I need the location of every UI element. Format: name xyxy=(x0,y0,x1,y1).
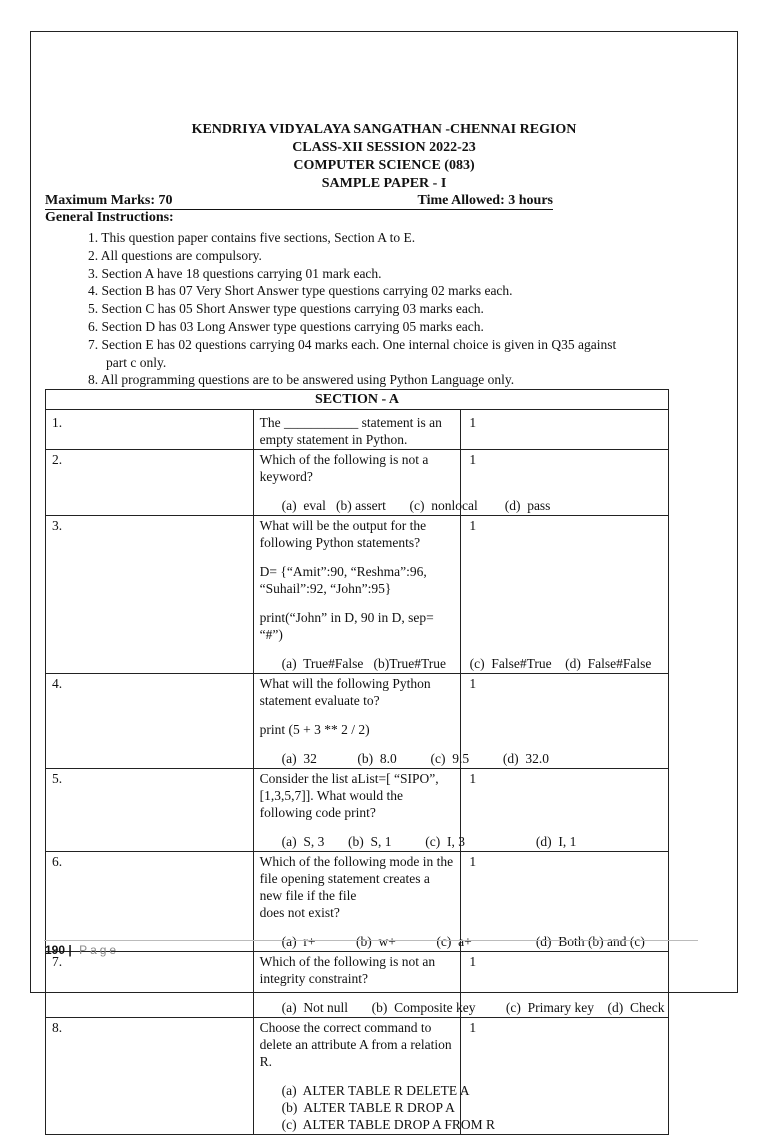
footer-divider xyxy=(44,940,698,941)
question-code-line: print(“John” in D, 90 in D, sep= “#”) xyxy=(259,610,434,642)
question-options: (a) S, 3 (b) S, 1 (c) I, 3 (d) I, 1 xyxy=(281,834,577,849)
question-text: Consider the list aList=[ “SIPO”, [1,3,5,7]]. What would the following code print? xyxy=(259,771,439,820)
question-mark: 1 xyxy=(461,516,669,674)
marks-time-row xyxy=(45,192,553,210)
question-options: (a) r+ (b) w+ (c) a+ (d) Both (b) and (c) xyxy=(281,934,645,949)
instructions-heading: General Instructions: xyxy=(45,210,174,225)
instruction-item: 4. Section B has 07 Very Short Answer type questions carrying 02 marks each. xyxy=(88,283,513,299)
question-mark: 1 xyxy=(461,450,669,516)
question-body xyxy=(253,674,549,769)
maximum-marks: Maximum Marks: 70 xyxy=(45,193,173,208)
page-footer xyxy=(45,942,119,958)
question-mark: 1 xyxy=(461,674,669,769)
spacer xyxy=(260,709,455,721)
question-row xyxy=(46,952,669,1018)
question-number: 6. xyxy=(46,852,254,952)
instruction-item: 6. Section D has 03 Long Answer type questions carrying 05 marks each. xyxy=(88,318,484,334)
school-title: KENDRIYA VIDYALAYA SANGATHAN -CHENNAI REGION xyxy=(191,122,577,137)
page-number: 190 xyxy=(45,943,66,957)
instruction-item: 3. Section A have 18 questions carrying 01 mark each. xyxy=(88,265,382,281)
question-options: (a) Not null (b) Composite key (c) Primary key (d) Check xyxy=(281,1000,665,1015)
question-row xyxy=(46,852,669,952)
instructions-list xyxy=(88,229,688,389)
question-text: The ___________ statement is an empty statement in Python. xyxy=(253,410,461,450)
question-mark: 1 xyxy=(461,952,669,1018)
instruction-item: 2. All questions are compulsory. xyxy=(88,247,262,263)
question-body xyxy=(253,952,665,1018)
question-row xyxy=(46,410,669,450)
page-label: Page xyxy=(79,943,120,957)
spacer xyxy=(260,1070,455,1082)
instruction-item-continued xyxy=(88,354,688,372)
question-options: (a) eval (b) assert (c) nonlocal (d) pass xyxy=(281,498,551,513)
footer-separator: | xyxy=(68,943,72,957)
question-number: 3. xyxy=(46,516,254,674)
instruction-item: 1. This question paper contains five sections, Section A to E. xyxy=(88,230,416,245)
question-text: Choose the correct command to delete an attribute A from a relation R. xyxy=(259,1020,452,1069)
session-title: CLASS-XII SESSION 2022-23 xyxy=(292,140,476,155)
question-mark: 1 xyxy=(461,852,669,952)
section-title: SECTION - A xyxy=(46,390,669,410)
spacer xyxy=(260,821,455,833)
question-body xyxy=(253,1018,495,1135)
question-row xyxy=(46,450,669,516)
question-options: (a) 32 (b) 8.0 (c) 9.5 (d) 32.0 xyxy=(281,751,549,766)
questions-table xyxy=(45,389,669,1135)
question-text: Which of the following is not an integrity constraint? xyxy=(259,954,436,986)
question-mark: 1 xyxy=(461,1018,669,1135)
subject-title: COMPUTER SCIENCE (083) xyxy=(293,158,475,173)
instruction-item: 5. Section C has 05 Short Answer type questions carrying 03 marks each. xyxy=(88,301,484,317)
instruction-continuation: part c only. xyxy=(106,354,167,370)
question-text: What will be the output for the following Python statements? xyxy=(259,518,427,550)
instruction-item: 8. All programming questions are to be answered using Python Language only. xyxy=(88,372,515,388)
question-row xyxy=(46,674,669,769)
question-number: 7. xyxy=(46,952,254,1018)
spacer xyxy=(260,485,455,497)
question-text: Which of the following mode in the file opening statement creates a new file if the file xyxy=(259,854,454,903)
question-body xyxy=(253,516,652,674)
question-row xyxy=(46,516,669,674)
paper-title: SAMPLE PAPER - I xyxy=(321,176,447,191)
question-text: What will the following Python statement evaluate to? xyxy=(259,676,431,708)
question-mark: 1 xyxy=(461,769,669,852)
question-option: (a) ALTER TABLE R DELETE A xyxy=(281,1083,470,1098)
spacer xyxy=(260,551,455,563)
spacer xyxy=(260,597,455,609)
question-text: Which of the following is not a keyword? xyxy=(259,452,429,484)
spacer xyxy=(260,921,455,933)
question-option: (b) ALTER TABLE R DROP A xyxy=(281,1100,455,1115)
question-body xyxy=(253,852,645,952)
section-header-row xyxy=(46,390,669,410)
question-body xyxy=(253,769,577,852)
question-number: 8. xyxy=(46,1018,254,1135)
question-number: 4. xyxy=(46,674,254,769)
question-option: (c) ALTER TABLE DROP A FROM R xyxy=(281,1117,495,1132)
instruction-item: 7. Section E has 02 questions carrying 04 marks each. One internal choice is given in Q35 against xyxy=(88,336,617,352)
spacer xyxy=(260,738,455,750)
question-row xyxy=(46,769,669,852)
question-number: 2. xyxy=(46,450,254,516)
time-allowed: Time Allowed: 3 hours xyxy=(417,193,553,208)
question-number: 5. xyxy=(46,769,254,852)
question-body xyxy=(253,450,551,516)
question-mark: 1 xyxy=(461,410,669,450)
spacer xyxy=(260,643,455,655)
question-code-line: D= {“Amit”:90, “Reshma”:96, “Suhail”:92, “John”:95} xyxy=(259,564,427,596)
question-code-line: print (5 + 3 ** 2 / 2) xyxy=(259,722,370,737)
question-text-continued: does not exist? xyxy=(259,905,340,920)
spacer xyxy=(260,987,455,999)
question-row xyxy=(46,1018,669,1135)
question-number: 1. xyxy=(46,410,254,450)
question-options: (a) True#False (b)True#True (c) False#True (d) False#False xyxy=(281,656,652,671)
